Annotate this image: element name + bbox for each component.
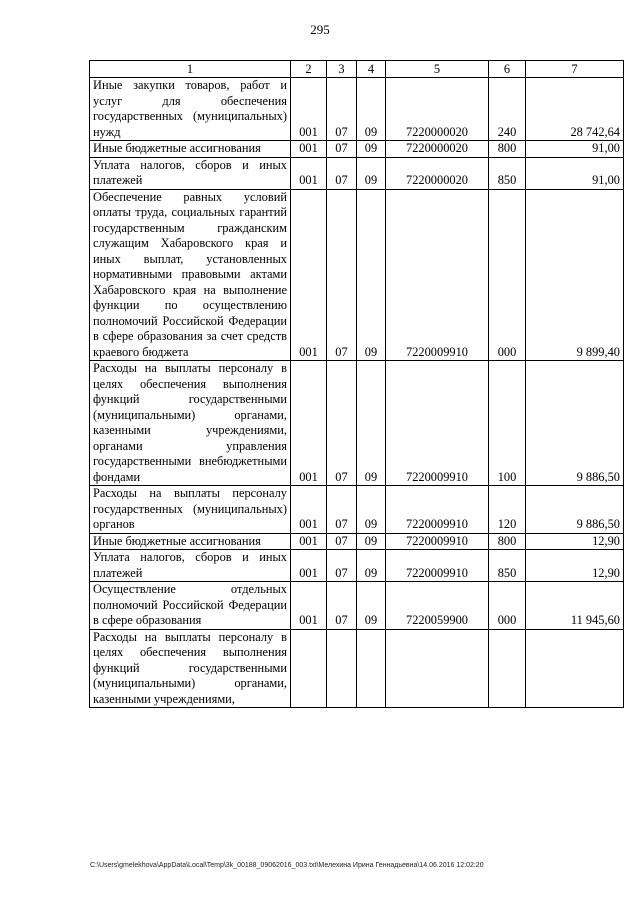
row-name: Обеспечение равных условий оплаты труда, социальных гарантий государственным гражданским служащим Хабаровского края и иных выплат, установленных нормативными правовыми актами Хабаровского края на выполнение функции по осуществлению полномочий Российской Федерации в сфере образования за счет средств краевого бюджета <box>90 189 291 361</box>
row-code-4: 09 <box>357 550 386 582</box>
table-row <box>90 486 624 534</box>
row-code-3: 07 <box>327 486 357 534</box>
row-amount: 9 886,50 <box>526 486 624 534</box>
row-code-4: 09 <box>357 141 386 158</box>
row-name: Иные бюджетные ассигнования <box>90 533 291 550</box>
page-number: 295 <box>310 22 330 37</box>
row-code-6: 120 <box>489 486 526 534</box>
table-row <box>90 533 624 550</box>
row-code-5: 7220009910 <box>386 550 489 582</box>
row-code-4: 09 <box>357 486 386 534</box>
row-code-3 <box>327 629 357 708</box>
table-row <box>90 361 624 486</box>
header-cell: 2 <box>291 61 327 78</box>
table-row <box>90 78 624 141</box>
row-code-6: 000 <box>489 189 526 361</box>
row-code-2: 001 <box>291 533 327 550</box>
row-code-4: 09 <box>357 533 386 550</box>
row-name: Осуществление отдельных полномочий Российской Федерации в сфере образования <box>90 582 291 630</box>
row-name: Иные бюджетные ассигнования <box>90 141 291 158</box>
header-cell: 7 <box>526 61 624 78</box>
row-code-2: 001 <box>291 486 327 534</box>
row-code-6: 000 <box>489 582 526 630</box>
table-header <box>90 61 624 78</box>
row-name: Уплата налогов, сборов и иных платежей <box>90 157 291 189</box>
row-amount: 9 899,40 <box>526 189 624 361</box>
table-row <box>90 189 624 361</box>
row-code-5: 7220059900 <box>386 582 489 630</box>
row-code-3: 07 <box>327 78 357 141</box>
row-name: Расходы на выплаты персоналу в целях обеспечения выполнения функций государственными (муниципальными) органами, казенными учреждениями, <box>90 629 291 708</box>
row-code-5: 7220009910 <box>386 486 489 534</box>
table-row <box>90 550 624 582</box>
row-code-6: 800 <box>489 141 526 158</box>
row-code-3: 07 <box>327 361 357 486</box>
header-cell: 3 <box>327 61 357 78</box>
row-code-6: 800 <box>489 533 526 550</box>
row-amount: 91,00 <box>526 157 624 189</box>
row-name: Расходы на выплаты персоналу в целях обеспечения выполнения функций государственными (муниципальными) органами, казенными учреждениями, органами управления государственными внебюджетными фондами <box>90 361 291 486</box>
row-amount: 91,00 <box>526 141 624 158</box>
row-code-6: 240 <box>489 78 526 141</box>
header-cell: 6 <box>489 61 526 78</box>
budget-table <box>89 60 624 708</box>
table-row <box>90 141 624 158</box>
table-row <box>90 629 624 708</box>
row-code-6: 850 <box>489 550 526 582</box>
row-code-4 <box>357 629 386 708</box>
row-code-3: 07 <box>327 141 357 158</box>
row-code-2: 001 <box>291 141 327 158</box>
row-code-2: 001 <box>291 78 327 141</box>
row-code-5: 7220009910 <box>386 361 489 486</box>
row-code-2: 001 <box>291 361 327 486</box>
row-code-5: 7220000020 <box>386 157 489 189</box>
row-name: Расходы на выплаты персоналу государственных (муниципальных) органов <box>90 486 291 534</box>
row-code-3: 07 <box>327 189 357 361</box>
row-code-5: 7220000020 <box>386 141 489 158</box>
row-amount: 12,90 <box>526 533 624 550</box>
header-cell: 4 <box>357 61 386 78</box>
row-code-2: 001 <box>291 582 327 630</box>
row-amount: 9 886,50 <box>526 361 624 486</box>
row-amount: 11 945,60 <box>526 582 624 630</box>
row-code-5: 7220009910 <box>386 533 489 550</box>
row-amount: 12,90 <box>526 550 624 582</box>
row-code-2: 001 <box>291 550 327 582</box>
row-code-4: 09 <box>357 78 386 141</box>
row-code-5: 7220000020 <box>386 78 489 141</box>
row-code-4: 09 <box>357 361 386 486</box>
table-row <box>90 157 624 189</box>
row-amount <box>526 629 624 708</box>
row-code-4: 09 <box>357 189 386 361</box>
row-code-3: 07 <box>327 533 357 550</box>
row-code-3: 07 <box>327 157 357 189</box>
row-amount: 28 742,64 <box>526 78 624 141</box>
row-name: Иные закупки товаров, работ и услуг для обеспечения государственных (муниципальных) нужд <box>90 78 291 141</box>
row-code-5: 7220009910 <box>386 189 489 361</box>
row-code-5 <box>386 629 489 708</box>
row-code-3: 07 <box>327 550 357 582</box>
row-code-6: 100 <box>489 361 526 486</box>
table-row <box>90 582 624 630</box>
row-code-4: 09 <box>357 157 386 189</box>
row-name: Уплата налогов, сборов и иных платежей <box>90 550 291 582</box>
row-code-6 <box>489 629 526 708</box>
row-code-6: 850 <box>489 157 526 189</box>
header-cell: 5 <box>386 61 489 78</box>
document-footer-path: C:\Users\gmelekhova\AppData\Local\Temp\3k_00188_09062016_003.txt\Мелехина Ирина Геннадьевна\14.06.2016 12:02:20 <box>90 862 484 869</box>
row-code-2: 001 <box>291 189 327 361</box>
row-code-2 <box>291 629 327 708</box>
row-code-2: 001 <box>291 157 327 189</box>
row-code-4: 09 <box>357 582 386 630</box>
header-cell: 1 <box>90 61 291 78</box>
row-code-3: 07 <box>327 582 357 630</box>
